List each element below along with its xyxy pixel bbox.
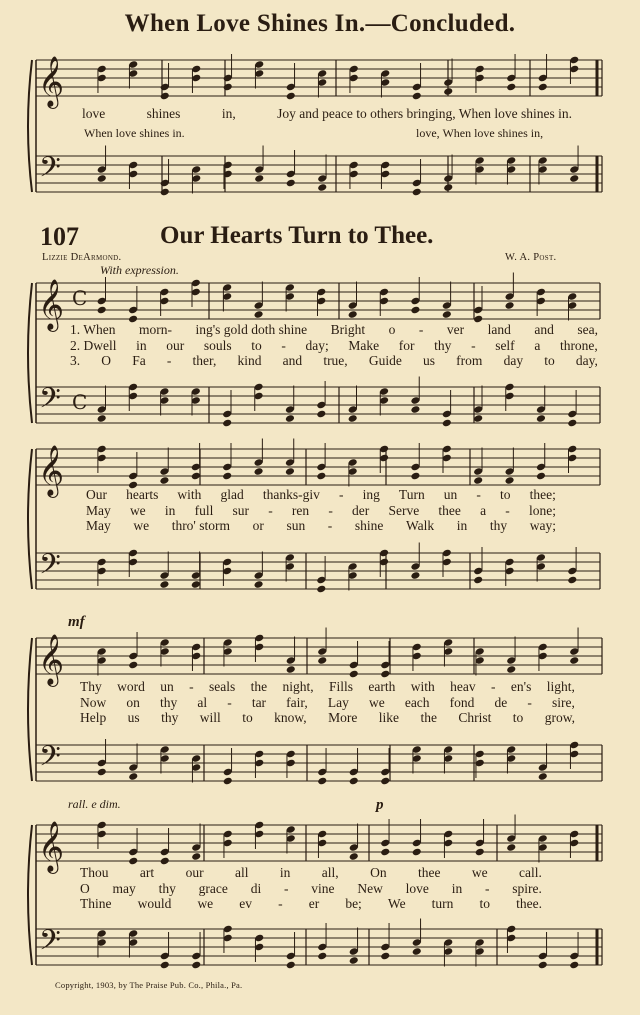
lyric-word: ing's gold doth shine <box>195 322 308 337</box>
note-head <box>128 772 138 781</box>
lyric-word: - <box>166 353 172 368</box>
lyric-word: un <box>443 487 458 502</box>
note-head <box>223 777 233 786</box>
lyric-word: al <box>197 694 208 710</box>
lyric-word: thee <box>438 502 461 518</box>
lyric-word: O <box>101 353 112 368</box>
lyric-word: - <box>491 679 496 694</box>
lyric-word: in <box>456 518 468 533</box>
lyric-word: - <box>418 322 424 337</box>
lyric-word: spire. <box>512 880 542 896</box>
treble-clef-icon: 𝄞 <box>38 445 65 496</box>
lyric-word: grace <box>198 880 228 896</box>
lyric-word: day, <box>575 353 598 368</box>
note-head <box>286 665 296 674</box>
lyric-word: Lay <box>327 694 349 710</box>
note-head <box>223 83 233 92</box>
system-brace <box>28 449 32 589</box>
note-head <box>412 188 422 197</box>
note-head <box>410 571 420 580</box>
note-head <box>285 467 295 476</box>
note-head <box>380 777 390 786</box>
dynamic-p: p <box>376 797 384 813</box>
note-head <box>536 472 546 481</box>
note-head <box>191 472 201 481</box>
note-head <box>97 414 107 423</box>
lyric-word: - <box>527 694 532 710</box>
lyric-word: us <box>127 710 140 725</box>
lyric-word: - <box>227 694 232 710</box>
lyric-word: all, <box>321 865 339 880</box>
note-head <box>380 670 390 679</box>
note-head <box>128 661 138 670</box>
lyric-word: de <box>494 694 508 710</box>
note-head <box>505 476 515 485</box>
lyric-word: lone; <box>528 502 556 518</box>
note-head <box>286 92 296 101</box>
lyric-word: di <box>250 880 262 896</box>
note-head <box>159 476 169 485</box>
note-head <box>159 580 169 589</box>
lyric-line <box>86 518 556 534</box>
lyric-word: Serve <box>388 502 420 518</box>
lyric-word: and <box>534 322 554 337</box>
lyric-word: a <box>480 502 487 518</box>
lyric-word: thy <box>158 880 176 896</box>
lyric-word: night, <box>282 679 314 694</box>
lyric-word: sea, <box>577 322 598 337</box>
note-head <box>412 92 422 101</box>
lyric-word: en's <box>510 679 532 694</box>
lyric-word: More <box>328 710 358 725</box>
lyric-word: May <box>86 518 111 533</box>
lyric-word: vine <box>311 880 335 896</box>
note-head <box>473 414 483 423</box>
lyric-word: day; <box>305 337 329 353</box>
lyric-word: in <box>164 502 176 518</box>
lyric-word: may <box>112 880 136 896</box>
composer-credit: W. A. Post. <box>505 252 557 263</box>
note-head <box>317 777 327 786</box>
lyric-line <box>86 487 556 503</box>
lyric-word: - <box>284 880 289 896</box>
lyric-word: Thine <box>80 896 112 911</box>
note-head <box>317 183 327 192</box>
lyric-word: tar <box>251 694 267 710</box>
lyric-word: day <box>503 353 524 368</box>
lyrics-system-3 <box>80 679 575 726</box>
lyric-word: o <box>388 322 396 337</box>
note-head <box>97 174 107 183</box>
note-head <box>473 576 483 585</box>
lyric-word: and <box>282 353 303 368</box>
lyric-word: - <box>328 502 333 518</box>
note-head <box>254 580 264 589</box>
note-head <box>316 472 326 481</box>
lyric-word: fond <box>449 694 475 710</box>
lyric-word: or <box>252 518 264 533</box>
note-head <box>254 174 264 183</box>
note-head <box>254 310 264 319</box>
lyric-word: call. <box>519 865 542 880</box>
lyric-word: in <box>136 337 147 353</box>
lyric-word: shine <box>354 518 384 533</box>
hymn-title: Our Hearts Turn to Thee. <box>160 222 434 249</box>
lyric-word: - <box>268 502 273 518</box>
note-head <box>380 952 390 961</box>
lyric-word: Thou <box>80 865 109 880</box>
note-head <box>443 183 453 192</box>
lyric-word: each <box>404 694 430 710</box>
lyric-word: to <box>479 896 491 911</box>
lyric-word: art <box>139 865 155 880</box>
lyric-word: throne, <box>559 337 598 353</box>
note-head <box>222 419 232 428</box>
concluded-lyric-upper <box>82 106 572 122</box>
lyric-word: from <box>456 353 483 368</box>
lyric-word: sun <box>286 518 306 533</box>
lyric-word: shines <box>146 106 181 121</box>
lyric-word: seals <box>209 679 236 694</box>
bass-clef-icon: 𝄢 <box>39 740 61 780</box>
lyric-word: the <box>420 710 437 725</box>
common-time-icon: C <box>72 390 88 414</box>
lyric-word: glad <box>220 487 244 502</box>
note-head <box>285 414 295 423</box>
note-head <box>442 310 452 319</box>
lyric-word: to <box>242 710 253 725</box>
lyric-word: - <box>278 896 283 911</box>
lyric-word: Make <box>348 337 380 353</box>
common-time-icon: C <box>72 286 88 310</box>
lyric-word: sur <box>232 502 250 518</box>
treble-clef-icon: 𝄞 <box>38 821 65 872</box>
note-head <box>317 952 327 961</box>
lyric-word: our <box>185 865 204 880</box>
lyric-word: thee. <box>516 896 542 911</box>
lyric-word: un <box>160 679 174 694</box>
lyric-word: ver <box>446 322 465 337</box>
lyric-word: - <box>327 518 333 533</box>
lyric-word: O <box>80 880 90 896</box>
note-head <box>254 467 264 476</box>
lyric-line <box>80 710 575 726</box>
lyric-word: - <box>338 487 344 502</box>
note-head <box>349 852 359 861</box>
lyric-word: 2. Dwell <box>70 337 117 353</box>
bass-clef-icon: 𝄢 <box>39 382 61 422</box>
lyric-word: ther, <box>192 353 217 368</box>
note-head <box>222 472 232 481</box>
lyric-word: we <box>368 694 385 710</box>
lyric-word: thanks-giv <box>262 487 320 502</box>
note-head <box>349 777 359 786</box>
lyric-line <box>86 503 556 519</box>
lyrics-system-1 <box>70 322 598 369</box>
lyric-word: ev <box>239 896 253 911</box>
lyric-line <box>70 338 598 354</box>
note-head <box>567 576 577 585</box>
system-brace <box>28 825 32 965</box>
lyric-word: we <box>471 865 488 880</box>
lyric-word: true, <box>323 353 348 368</box>
tempo-marking: With expression. <box>100 263 179 277</box>
lyric-word: land <box>487 322 511 337</box>
dynamic-mf: mf <box>68 614 85 630</box>
note-head <box>349 956 359 965</box>
lyric-word: Bright <box>330 322 366 337</box>
note-head <box>536 414 546 423</box>
lyric-word: to <box>512 710 524 725</box>
lyric-word: - <box>476 487 481 502</box>
lyric-word: we <box>133 518 150 533</box>
top-title: When Love Shines In.—Concluded. <box>124 10 516 37</box>
lyric-word: thy <box>161 710 179 725</box>
note-head <box>97 768 107 777</box>
note-head <box>567 419 577 428</box>
lyric-line <box>80 881 542 897</box>
lyric-word: - <box>471 337 476 353</box>
dynamic-rall: rall. e dim. <box>68 797 121 811</box>
note-head <box>316 585 326 594</box>
note-head <box>410 405 420 414</box>
lyric-word: 1. When <box>70 322 116 337</box>
note-head <box>97 306 107 315</box>
bass-clef-icon: 𝄢 <box>39 548 61 588</box>
note-head <box>473 476 483 485</box>
lyric-word: would <box>137 896 172 911</box>
lyric-word: thro' storm <box>171 518 230 533</box>
note-head <box>569 656 579 665</box>
lyric-word: - <box>505 502 510 518</box>
lyric-word: know, <box>274 710 307 725</box>
lyric-word: on <box>126 694 140 710</box>
note-head <box>317 656 327 665</box>
note-head <box>410 472 420 481</box>
lyric-word: to <box>499 487 511 502</box>
lyric-word: with <box>410 679 435 694</box>
lyric-word: like <box>378 710 400 725</box>
note-head <box>191 580 201 589</box>
lyric-word: morn- <box>139 322 172 337</box>
lyric-word: hearts <box>126 487 159 502</box>
lyric-word: May <box>86 502 111 518</box>
lyric-line <box>80 865 542 881</box>
lyric-word: - <box>189 679 194 694</box>
note-head <box>348 310 358 319</box>
note-head <box>286 179 296 188</box>
note-head <box>538 83 548 92</box>
lyric-line <box>80 695 575 711</box>
lyric-word: turn <box>431 896 454 911</box>
lyric-word: heav <box>450 679 476 694</box>
lyric-word: thee <box>417 865 441 880</box>
lyric-line <box>80 896 542 912</box>
concluded-lyric-lower-right: love, When love shines in, <box>416 126 544 140</box>
note-head <box>412 848 422 857</box>
lyric-word: fair, <box>286 694 308 710</box>
note-head <box>191 961 201 970</box>
lyric-word: der <box>352 502 370 518</box>
lyric-word: we <box>197 896 214 911</box>
lyric-word: love <box>82 106 106 121</box>
note-head <box>505 301 515 310</box>
note-head <box>349 670 359 679</box>
treble-clef-icon: 𝄞 <box>38 634 65 685</box>
hymn-number: 107 <box>40 222 79 251</box>
note-head <box>506 665 516 674</box>
note-head <box>506 83 516 92</box>
lyric-word: with <box>177 487 202 502</box>
lyric-word: Help <box>80 710 107 725</box>
bass-clef-icon: 𝄢 <box>39 924 61 964</box>
lyrics-system-4 <box>80 865 542 912</box>
note-head <box>191 852 201 861</box>
lyric-word: ing <box>362 487 380 502</box>
lyric-word: in <box>279 865 291 880</box>
lyric-word: to <box>544 353 555 368</box>
concluded-lyric-lower-left: When love shines in. <box>84 126 185 140</box>
note-head <box>160 961 170 970</box>
treble-clef-icon: 𝄞 <box>38 56 65 107</box>
lyric-word: grow, <box>544 710 575 725</box>
note-head <box>348 414 358 423</box>
note-head <box>160 92 170 101</box>
lyricist-credit: Lizzie DeArmond. <box>42 252 122 263</box>
lyric-word: our <box>166 337 185 353</box>
lyric-word: us <box>423 353 436 368</box>
copyright-notice: Copyright, 1903, by The Praise Pub. Co., Phila., Pa. <box>55 980 243 990</box>
lyric-word: we <box>129 502 146 518</box>
lyric-word: 3. <box>70 353 81 368</box>
lyric-word: On <box>370 865 387 880</box>
system-brace <box>28 60 32 192</box>
note-head <box>506 843 516 852</box>
lyric-word: light, <box>546 679 575 694</box>
lyric-line <box>70 322 598 338</box>
note-head <box>160 188 170 197</box>
lyric-word: - <box>485 880 490 896</box>
lyric-word: Guide <box>368 353 402 368</box>
lyric-word: in, <box>221 106 236 121</box>
lyric-word: Our <box>86 487 107 502</box>
lyrics-system-2 <box>86 487 556 534</box>
note-head <box>380 848 390 857</box>
lyric-word: sire, <box>552 694 575 710</box>
note-head <box>569 961 579 970</box>
lyric-word: the <box>250 679 268 694</box>
lyric-word: self <box>495 337 515 353</box>
lyric-word: a <box>534 337 541 353</box>
note-head <box>475 848 485 857</box>
lyric-word: Thy <box>80 679 102 694</box>
lyric-word: er <box>308 896 320 911</box>
note-head <box>443 87 453 96</box>
note-head <box>569 174 579 183</box>
lyric-word: will <box>199 710 221 725</box>
lyric-word: Fills <box>329 679 354 694</box>
lyric-word: to <box>251 337 262 353</box>
lyric-word: earth <box>368 679 396 694</box>
note-head <box>316 410 326 419</box>
lyric-word: Turn <box>398 487 425 502</box>
lyric-word: We <box>387 896 406 911</box>
lyric-word: all <box>234 865 249 880</box>
system-brace <box>28 283 32 423</box>
lyric-word: Joy and peace to others bringing, When love shines in. <box>277 106 572 121</box>
lyric-word: Now <box>80 694 107 710</box>
lyric-word: thy <box>434 337 452 353</box>
note-head <box>286 961 296 970</box>
note-head <box>410 306 420 315</box>
lyric-word: Walk <box>405 518 435 533</box>
lyric-word: Christ <box>458 710 492 725</box>
note-head <box>412 947 422 956</box>
lyric-word: be; <box>345 896 362 911</box>
lyric-word: ren <box>291 502 310 518</box>
lyric-word: New <box>357 880 383 896</box>
lyric-word: in <box>451 880 463 896</box>
lyric-word: full <box>194 502 214 518</box>
lyric-word: - <box>281 337 286 353</box>
lyric-word: love <box>405 880 429 896</box>
bass-clef-icon: 𝄢 <box>39 151 61 191</box>
lyric-word: thy <box>159 694 178 710</box>
note-head <box>442 419 452 428</box>
lyric-line <box>80 679 575 695</box>
lyric-word: Fa <box>132 353 146 368</box>
lyric-word: thy <box>489 518 508 533</box>
lyric-word: way; <box>529 518 556 533</box>
lyric-word: word <box>117 679 145 694</box>
note-head <box>538 961 548 970</box>
note-head <box>538 772 548 781</box>
system-brace <box>28 638 32 781</box>
lyric-line <box>70 353 598 369</box>
lyric-word: souls <box>203 337 232 353</box>
lyric-word: for <box>398 337 415 353</box>
treble-clef-icon: 𝄞 <box>38 279 65 330</box>
lyric-word: thee; <box>529 487 556 502</box>
lyric-word: kind <box>237 353 262 368</box>
